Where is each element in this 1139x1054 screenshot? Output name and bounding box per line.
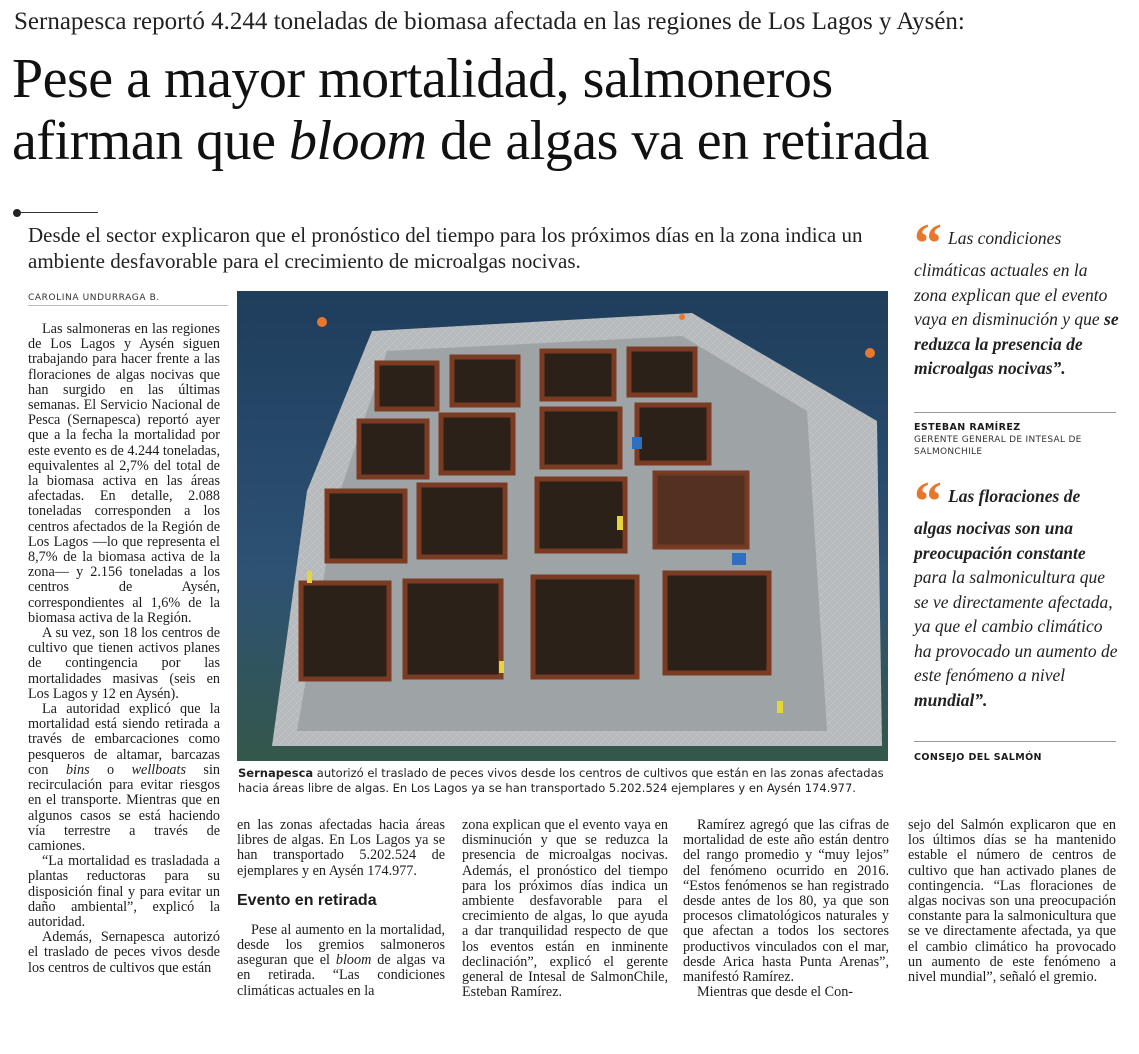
- paragraph: Las salmoneras en las regiones de Los Lagos y Aysén siguen trabajando para hacer frente a las floraciones de algas nocivas que han surgido en las últimas semanas. El Servicio Nacional de Pesca (Sernapesca) reportó ayer que a la fecha la mortalidad por este evento es de 4.244 toneladas, equivalentes al 2,7% del total de la biomasa activa en las áreas afectadas. En detalle, 2.088 toneladas corresponden a los centros afectados de la Región de Los Lagos —lo que representa el 8,7% de la biomasa activa de la zona— y 2.156 toneladas a los centros de Aysén, correspondientes al 1,6% de la biomasa activa de la Región.: [28, 321, 220, 626]
- deck: Desde el sector explicaron que el pronóstico del tiempo para los próximos días en la zona indica un ambiente desfavorable para el crecimiento de microalgas nocivas.: [28, 223, 863, 273]
- paragraph-text: o: [89, 761, 132, 778]
- quote-text-bold: mundial”.: [914, 689, 988, 710]
- quote-mark-icon: “: [914, 213, 942, 275]
- paragraph-text: La autoridad explicó que la mortalidad está siendo retirada a través de embarcaciones como pesqueros de altamar, barcazas con: [28, 701, 220, 778]
- section-rule-dot: [13, 209, 21, 217]
- photo-caption: [238, 766, 888, 796]
- kicker: Sernapesca reportó 4.244 toneladas de biomasa afectada en las regiones de Los Lagos y Aysén:: [14, 8, 965, 35]
- headline-bloom: bloom: [288, 110, 427, 172]
- paragraph: sejo del Salmón explicaron que en los últimos días se ha mantenido estable el número de centros de cultivo que han activado planes de contingencia. “Las floraciones de algas nocivas son una preocupación constante para la salmonicultura que se ve directamente afectada, ya que el cambio climático ha provocado un aumento de este fenómeno a nivel mundial”, señaló el gremio.: [908, 817, 1116, 986]
- body-column-5: [908, 818, 1116, 985]
- paragraph: [237, 923, 445, 999]
- byline-rule: [28, 305, 228, 306]
- paragraph: Además, Sernapesca autorizó el traslado de peces vivos desde los centros de cultivos que están: [28, 929, 220, 976]
- quote-text-bold: Las floraciones de algas nocivas son una preocupación constante: [914, 486, 1086, 563]
- paragraph: zona explican que el evento vaya en disminución y que se reduzca la presencia de microalgas nocivas. Además, el pronóstico del tiempo para los próximos días indica un ambiente desfavorable para el crecimiento de algas, lo que ayuda a dar tranquilidad respecto de que los eventos están en inminente declinación”, explicó el gerente general de Intesal de SalmonChile, Esteban Ramírez.: [462, 817, 668, 1001]
- paragraph-text: de algas va en retirada. “Las condiciones climáticas actuales en la: [237, 952, 445, 999]
- quote-mark-icon: “: [914, 471, 942, 533]
- quote-text: para la salmonicultura que se ve directamente afectada, ya que el cambio climático ha provocado un aumento de este fenómeno a nivel: [914, 567, 1118, 685]
- paragraph: Ramírez agregó que las cifras de mortalidad de este año están dentro del rango promedio y “muy lejos” del fenómeno ocurrido en 2016. “Estos fenómenos se han registrado desde antes de los 80, ya que son procesos climatológicos naturales y que afectan a todos los sectores productivos vinculados con el mar, desde Arica hasta Punta Arenas”, manifestó Ramírez.: [683, 817, 889, 986]
- quote-attribution-name: ESTEBAN RAMÍREZ: [914, 422, 1021, 433]
- section-subhead: Evento en retirada: [237, 891, 377, 909]
- quote-rule: [914, 412, 1116, 413]
- paragraph: en las zonas afectadas hacia áreas libres de algas. En Los Lagos ya se han transportado 5.202.524 de ejemplares y en Aysén 174.977.: [237, 817, 445, 879]
- headline: [12, 48, 1132, 172]
- body-column-4: [683, 818, 889, 1000]
- paragraph: Mientras que desde el Con-: [697, 984, 854, 1001]
- byline: CAROLINA UNDURRAGA B.: [28, 293, 160, 303]
- body-column-2: [237, 818, 445, 999]
- body-column-1: [28, 322, 220, 976]
- caption-text: autorizó el traslado de peces vivos desde los centros de cultivos que están en las zonas afectadas hacia áreas libre de algas. En Los Lagos ya se han transportado 5.202.524 ejemplares y en Aysén 174.977.: [238, 766, 884, 795]
- headline-line-2-pre: afirman que: [12, 110, 289, 172]
- paragraph: “La mortalidad es trasladada a plantas reductoras para su disposición final y para evitar un daño ambiental”, explicó la autoridad.: [28, 853, 220, 930]
- paragraph: [28, 702, 220, 854]
- paragraph-em: bins: [65, 761, 90, 778]
- headline-line-2-post: de algas va en retirada: [426, 110, 930, 172]
- salmon-farm-illustration: [237, 291, 888, 761]
- paragraph-text: Pese al aumento en la mortalidad, desde los gremios salmoneros aseguran que el: [237, 921, 445, 969]
- blue-tarp: [632, 437, 642, 449]
- quote-text: Las condiciones climáticas actuales en la zona explican que el evento vaya en disminución y que: [914, 228, 1108, 329]
- paragraph-em: bloom: [335, 952, 372, 969]
- quote-attribution-name: CONSEJO DEL SALMÓN: [914, 752, 1042, 763]
- body-column-3: [462, 818, 668, 1000]
- pull-quote-1: [914, 213, 1120, 381]
- paragraph: A su vez, son 18 los centros de cultivo que tienen activos planes de contingencia por las mortalidades masivas (seis en Los Lagos y 12 en Aysén).: [28, 625, 220, 702]
- section-rule: [18, 212, 98, 213]
- headline-line-2: [12, 110, 1132, 172]
- quote-attribution-title: GERENTE GENERAL DE INTESAL DE SALMONCHILE: [914, 435, 1082, 457]
- paragraph-em: wellboats: [131, 761, 186, 778]
- quote-rule: [914, 741, 1116, 742]
- salmon-farm-photo: [237, 291, 888, 761]
- quote-text-bold: se reduzca la presencia de microalgas nocivas”.: [914, 309, 1119, 378]
- caption-credit: Sernapesca: [238, 766, 314, 780]
- paragraph-text: sin recirculación para evitar riesgos en el transporte. Mientras que en algunos casos se está haciendo vía terrestre a través de camiones.: [28, 761, 220, 854]
- headline-line-1: Pese a mayor mortalidad, salmoneros: [12, 48, 833, 110]
- pull-quote-2: [914, 471, 1120, 712]
